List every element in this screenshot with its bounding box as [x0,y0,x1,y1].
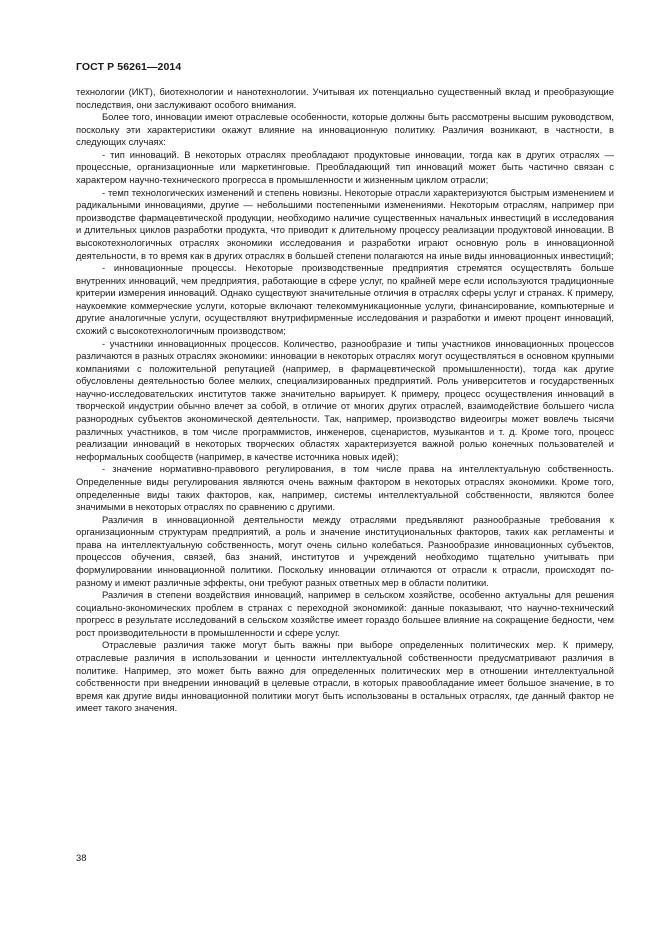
paragraph-intro-continuation: технологии (ИКТ), биотехнологии и нанотехнологии. Учитывая их потенциально существенный вклад и преобразующие последствия, они заслуживают особого внимания. [76,86,614,110]
document-body [76,86,614,715]
paragraph-sector-features: Более того, инновации имеют отраслевые особенности, которые должны быть рассмотрены высшим руководством, поскольку эти характеристики окажут влияние на инновационную политику. Различия возникают, в частности, в следующих случаях: [76,111,614,148]
list-item-participants: - участники инновационных процессов. Количество, разнообразие и типы участников инновационных процессов различаются в разных отраслях экономики: инновации в некоторых отраслях могут осуществляться в основном крупными компаниями с положительной репутацией (например, в фармацевтической промышленности), тогда как другие обусловлены деятельностью более мелких, специализированных предприятий. Роль университетов и государственных научно-исследовательских институтов также значительно варьирует. К примеру, процесс осуществления инноваций в творческой индустрии обычно влечет за собой, в отличие от многих других отраслей, взаимодействие большего числа разнородных субъектов экономической деятельности. Так, например, производство видеоигры может вовлечь тысячи различных участников, в том числе программистов, инженеров, сценаристов, музыкантов и т. д. Кроме того, процесс реализации инноваций в некоторых творческих областях характеризуется важной ролью конечных пользователей и неформальных сообществ (например, в качестве источника новых идей); [76,337,614,462]
paragraph-policy-measures: Отраслевые различия также могут быть важны при выборе определенных политических мер. К примеру, отраслевые различия в использовании и ценности интеллектуальной собственности предусматривают различия в политике. Например, это может быть важно для определенных политических мер в отношении интеллектуальной собственности при внедрении инноваций в целевые отрасли, в которых правообладание имеет большое значение, в то время как другие виды инновационной политики могут быть использованы в остальных отраслях, где данный фактор не имеет такого значения. [76,639,614,714]
document-standard-id: ГОСТ Р 56261—2014 [76,61,182,73]
list-item-innovation-type: - тип инноваций. В некоторых отраслях преобладают продуктовые инновации, тогда как в других отраслях — процессные, организационные или маркетинговые. Преобладающий тип инноваций может быть частично связан с характером научно-технического прогресса в промышленности и жизненным циклом отрасли; [76,148,614,186]
page-number: 38 [76,852,87,863]
list-item-pace-of-change: - темп технологических изменений и степень новизны. Некоторые отрасли характеризуются быстрым изменением и радикальными инновациями, другие — небольшими постепенными изменениями. Некоторым отраслям, например при производстве фармацевтической продукции, необходимо наличие существенных начальных инвестиций в исследования и длительных циклов разработки продукта, что приводит к длительному процессу реализации продуктовой инновации. В высокотехнологичных отраслях экономики исследования и разработки играют основную роль в инновационной деятельности, в то время как в других отраслях в большей степени полагаются на иные виды инновационных инвестиций; [76,186,614,261]
list-item-innovation-processes: - инновационные процессы. Некоторые производственные предприятия стремятся осуществлять больше внутренних инноваций, чем предприятия, работающие в сфере услуг, по крайней мере если используются традиционные критерии измерения инноваций. Однако существуют значительные отличия в отраслях сферы услуг и странах. К примеру, наукоемкие коммерческие услуги, которые включают телекоммуникационные услуги, финансирование, компьютерные и другие аналогичные услуги, осуществляют внутрифирменные исследования и разработки и имеют процент инноваций, схожий с высокотехнологичным производством; [76,262,614,336]
paragraph-agriculture-impact: Различия в степени воздействия инноваций, например в сельском хозяйстве, особенно актуальны для решения социально-экономических проблем в странах с переходной экономикой: данные показывают, что научно-технический прогресс в результате исследований в сельском хозяйстве имеет гораздо большее влияние на сокращение бедности, чем рост производительности в промышленности и сфере услуг. [76,589,614,638]
list-item-regulation: - значение нормативно-правового регулирования, в том числе права на интеллектуальную собственность. Определенные виды регулирования являются очень важным фактором в некоторых отраслях экономики. Кроме того, определенные виды таких факторов, как, например, системы интеллектуальной собственности, являются более значимыми в некоторых отраслях по сравнению с другими. [76,463,614,513]
paragraph-sector-differences: Различия в инновационной деятельности между отраслями предъявляют разнообразные требования к организационным структурам предприятий, а роль и значение институциональных факторов, таких как регламенты и права на интеллектуальную собственность, могут очень сильно колебаться. Разнообразие инновационных субъектов, процессов обучения, связей, баз знаний, институтов и учреждений необходимо тщательно учитывать при формулировании инновационной политики. Поскольку инновации отличаются от отрасли к отрасли, происходят по-разному и имеют различные эффекты, они требуют разных ответных мер в области политики. [76,513,614,588]
